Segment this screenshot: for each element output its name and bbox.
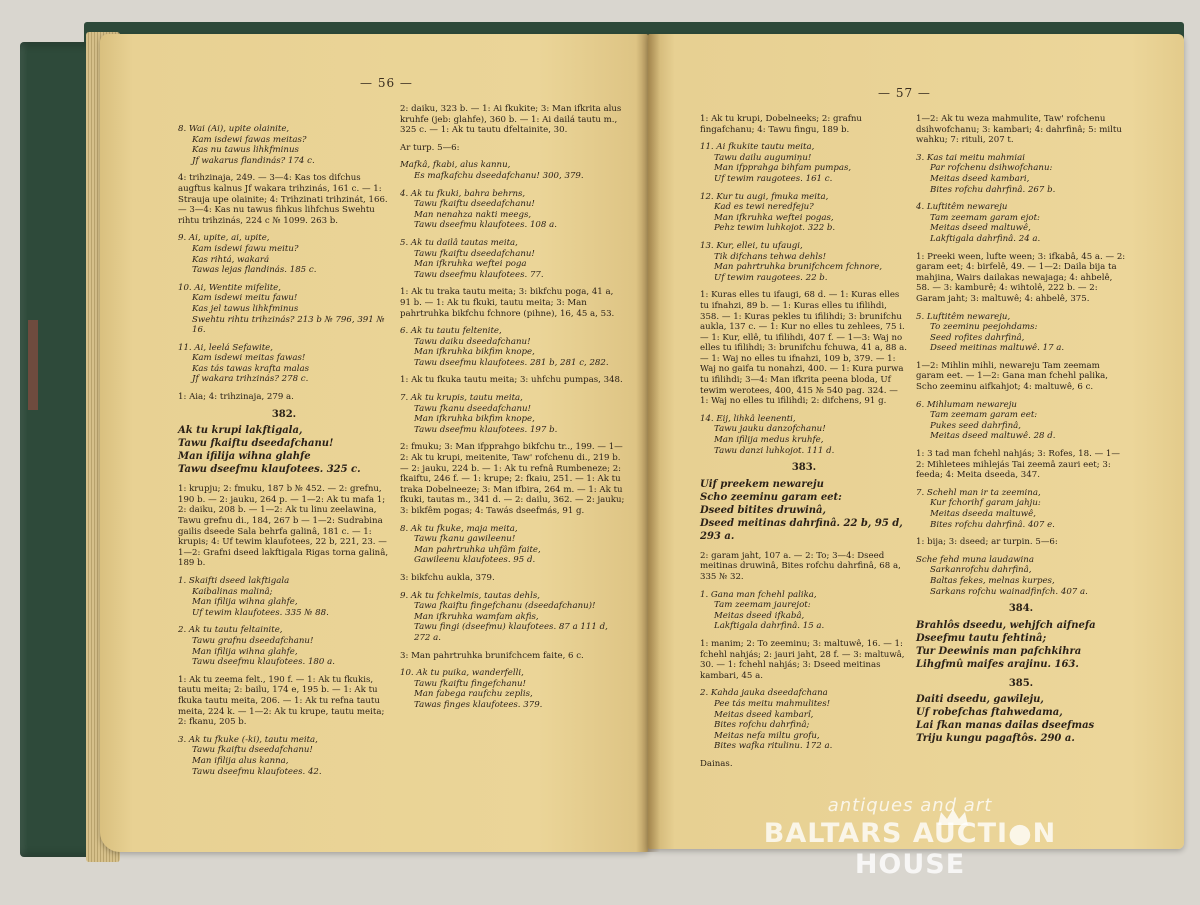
verse-line: 10. Ai, Wentite mifelite, <box>178 282 281 293</box>
verse-line: 3. Ak tu fkuke (-ki), tautu meita, <box>178 734 318 745</box>
verse-line: Tawu dseefmu klaufotees. 77. <box>414 269 544 280</box>
verse-line: Pee tás meitu mahmulites! <box>714 698 831 709</box>
verse-line: Kam isdewi meitu fawu! <box>192 293 298 304</box>
verse <box>916 153 1126 195</box>
verse-line: Tawa fkaiftu fingefchanu (dseedafchanu)! <box>414 601 596 612</box>
verse-line: 4. Luftitêm newareju <box>916 202 1008 213</box>
verse-line: Bites rofchu dahrfinâ. 407 e. <box>930 519 1055 530</box>
verse-line: Meitas dseed ifkabâ, <box>714 610 805 621</box>
verse-line: Dseed meitinas maltuwê. 17 a. <box>930 343 1065 354</box>
verse-line: Tawu grafnu dseedafchanu! <box>192 635 314 646</box>
verse <box>400 238 625 280</box>
verse-line: 1. Skaifti dseed lakftigala <box>178 576 290 586</box>
verse-line: Tawu fkaiftu dseedafchanu! <box>192 745 313 756</box>
verse-line: 11. Ai fkukite tautu meita, <box>700 142 815 153</box>
verse-line: Dseed bitites druwinâ, <box>700 504 826 516</box>
verse-line: Man fabega raufchu zeplis, <box>414 689 533 700</box>
verse-line: Kas nu tawus lihkfminus <box>192 145 299 156</box>
verse-line: Man ifkruhka weftei pogas, <box>714 212 834 223</box>
verse-line: Pukes seed dahrfinâ, <box>930 420 1021 431</box>
verse-line: Triju kungu pagaftôs. 290 a. <box>916 733 1075 745</box>
verse <box>916 400 1126 442</box>
verse-line: Meitas dseeda maltuwê, <box>930 509 1036 519</box>
verse-line: Ak tu krupi lakftigala, <box>178 425 303 437</box>
verse-line: Mafkâ, fkabi, alus kannu, <box>400 160 511 171</box>
right-page <box>648 34 1184 849</box>
verse-line: Uf tewim klaufotees. 335 № 88. <box>192 607 329 618</box>
verse-line: Tawu dseefmu klaufotees. 180 a. <box>192 657 335 668</box>
verse <box>400 393 625 435</box>
verse-line: 13. Kur, ellei, tu ufaugi, <box>700 240 803 251</box>
text-paragraph: 3: Man pahrtruhka brunifchcem faite, 6 c. <box>400 650 584 661</box>
verse-line: Es mafkafchu dseedafchanu! 300, 379. <box>414 170 584 181</box>
verse-line: Sche fehd muna laudawina <box>916 554 1034 565</box>
verse <box>700 142 908 184</box>
verse-line: 6. Ak tu tautu feltenite, <box>400 326 502 337</box>
text-paragraph: 1: manim; 2: To zeeminu; 3: maltuwê, 16. — 1: fchehl nahjás; 2: jauri jaht, 28 f. — 3: maltuwâ, 30. — 1: fchehl nahjás; 3: Dseed meitinas kambari, 45 a. <box>700 638 905 681</box>
text-paragraph: 2: daiku, 323 b. — 1: Ai fkukite; 3: Man ifkrita alus kruhfe (jeb: glahfe), 360 b. — 1: Ai dailá tautu m., 325 c. — 1: Ak tu tautu dfeltainite, 30. <box>400 104 622 136</box>
verse-line: Dseefmu tautu fehtinâ; <box>916 632 1047 644</box>
verse-line: Seed rofites dahrfinâ, <box>930 332 1025 343</box>
verse-line: 10. Ak tu puika, wanderfelli, <box>400 668 524 679</box>
verse-line: Daiti dseedu, gawileju, <box>916 694 1044 706</box>
verse-line: Tawu fkaiftu dseedafchanu! <box>414 199 535 210</box>
verse <box>400 326 625 368</box>
verse-line: 2. Ak tu tautu feltainite, <box>178 625 283 636</box>
text-paragraph: 1: Ak tu zeema felt., 190 f. — 1: Ak tu fkukis, tautu meita; 2: bailu, 174 e, 195 b. — 1: Ak tu fkuka tautu meita, 206. — 1: Ak tu refna tautu meita, 224 k. — 1—2: Ak tu krupe, tautu meita; 2: fkanu, 205 b. <box>178 674 385 728</box>
text-paragraph: Dainas. <box>700 758 733 769</box>
left-page <box>100 34 648 852</box>
verse-line: 2. Kahda jauka dseedafchana <box>700 688 828 699</box>
verse-line: 5. Luftitêm newareju, <box>916 311 1011 322</box>
verse <box>400 591 625 644</box>
verse-line: Man ifilija alus kanna, <box>192 755 289 766</box>
verse <box>400 160 625 181</box>
verse-line: Pehz tewim luhkojot. 322 b. <box>714 223 836 234</box>
verse <box>916 312 1126 354</box>
verse <box>916 555 1126 597</box>
text-paragraph: 1: Aia; 4: trihzinaja, 279 a. <box>178 392 294 403</box>
verse-line: Baltas fekes, melnas kurpes, <box>930 575 1055 586</box>
verse-line: Lihgfmû maifes arajinu. 163. <box>916 658 1079 670</box>
right-column-1 <box>700 114 908 777</box>
page-number-right: — 57 — <box>878 86 931 100</box>
verse-line: Par rofchenu dsihwofchanu: <box>930 163 1053 174</box>
verse-line: Tawu dseefmu klaufotees. 325 c. <box>178 464 361 476</box>
verse-line: Tawu fingi (dseefmu) klaufotees. 87 a 111 d, 272 a. <box>414 622 608 643</box>
verse-line: Uif preekem newareju <box>700 478 824 490</box>
verse <box>916 202 1126 244</box>
song-number-heading: 383. <box>791 462 817 474</box>
verse-line: Bites rofchu dahrfinâ. 267 b. <box>930 184 1056 195</box>
verse-line: Kur fchorihf garam jahju: <box>930 498 1041 509</box>
verse-line: Man ifilija wihna glahfe, <box>192 597 298 608</box>
right-column-2 <box>916 114 1126 753</box>
verse-line: Tam zeemam jaurejot: <box>714 600 811 611</box>
verse-line: Tawu dailu augumiņu! <box>714 152 812 163</box>
verse <box>700 590 908 632</box>
verse-line: Sarkans rofchu wainadfinfch. 407 a. <box>930 586 1088 597</box>
verse <box>178 576 390 618</box>
verse-line: Lakftigala dahrfinâ. 15 a. <box>714 621 825 632</box>
verse-line: Bites wafka ritulinu. 172 a. <box>714 741 833 752</box>
main-verse <box>916 693 1126 745</box>
verse-line: Dseed meitinas dahrfinâ. 22 b, 95 d, 293 a. <box>700 517 903 542</box>
text-paragraph: 1: Kuras elles tu ifaugi, 68 d. — 1: Kuras elles tu ifnahzi, 89 b. — 1: Kuras elles tu ifilihdi, 358. — 1: Kuras pekles tu ifilihdi; 3: brunifchu aukla, 137 c. — 1: Kur no elles tu zehlees, 75 i. — 1: Kur, ellê, tu ifilihdi, 407 f. — 1—3: Waj no elles tu ifilihdi; 3: brunifchu fchuwa, 41 a, 88 a. — 1: Waj no elles tu ifnahzi, 109 b, 379. — 1: Waj no gaifa tu nonahzi, 400. — 1: Kura purwa tu ifilihdi; 3—4: Man ifkrita peena bloda, Uf tewim werotees, 400, 415 № 540 pag. 324. — 1: Waj no elles tu ifilihdi; 2: difchens, 91 g. <box>700 290 908 407</box>
verse-line: Tawu dseefmu klaufotees. 42. <box>192 766 322 777</box>
verse <box>700 241 908 283</box>
verse <box>400 668 625 710</box>
text-paragraph: 4: trihzinaja, 249. — 3—4: Kas tos difchus augftus kalnus Jf wakara trihzinás, 161 c. — 1: Strauja upe olainite; 4: Trihzinati trihzinát, 166. — 3—4: Kas nu tawus fihkus lihfchus Swehtu rihtu trihzinás, 224 c № 1099. 263 b. <box>178 173 388 226</box>
verse-line: 7. Ak tu krupis, tautu meita, <box>400 393 523 404</box>
verse-line: 3. Kas tai meitu mahmiai <box>916 152 1025 163</box>
verse-line: Tam zeemam garam ejot: <box>930 212 1040 223</box>
verse-line: 11. Ai, leelá Sefawite, <box>178 342 273 353</box>
verse-line: Tawu daiku dseedafchanu! <box>414 336 531 347</box>
verse-line: Tam zeemam garam eet: <box>930 410 1038 421</box>
verse <box>178 343 390 385</box>
text-paragraph: 2: garam jaht, 107 a. — 2: To; 3—4: Dseed meitinas druwinâ, Bites rofchu dahrfinâ, 68 a, 335 № 32. <box>700 550 901 582</box>
verse-line: Tawas lejas flandinás. 185 c. <box>192 265 317 276</box>
verse-line: Uf tewim raugotees. 22 b. <box>714 272 828 283</box>
verse-line: Kas tás tawas krafta malas <box>192 363 310 374</box>
verse-line: Tur Deewinis man pafchkihra <box>916 645 1082 657</box>
verse-line: Tik difchans tehwa dehls! <box>714 251 827 262</box>
verse-line: Uf tewim raugotees. 161 c. <box>714 173 833 184</box>
text-paragraph: 1: Ak tu krupi, Dobelneeks; 2: grafnu fingafchanu; 4: Tawu fingu, 189 b. <box>700 114 862 135</box>
verse-line: 9. Ak tu fchkelmis, tautas dehls, <box>400 590 540 601</box>
verse-line: Man ifpprahga bihfam pumpas, <box>714 163 852 174</box>
verse-line: Man ifkruhka wamfam akfis, <box>414 611 539 622</box>
text-paragraph: 1: Preeki ween, lufte ween; 3: ifkabâ, 45 a. — 2: garam eet; 4: birfelê, 49. — 1—2: Daila bija ta mahjina, Wairs dailakas newajaga; 4: ahbelê, 58. — 3: kamburê; 4: wihtolê, 222 b. — 2: Garam jaht; 3: maltuwê; 4: ahbelê, 375. <box>916 251 1126 304</box>
verse-line: Tawu fkaiftu dseedafchanu! <box>414 248 535 259</box>
verse-line: Uf robefchas ftahwedama, <box>916 707 1063 719</box>
verse-line: Kam isdewi fawas meitas? <box>192 134 307 145</box>
verse-line: Jf wakara trihzinás? 278 c. <box>192 374 309 385</box>
verse-line: Tawu fkaiftu fingefchanu! <box>414 678 526 689</box>
verse-line: 14. Eij, lihkâ leenenti, <box>700 413 796 424</box>
book-gutter <box>636 34 660 852</box>
text-paragraph: 1: Ak tu traka tautu meita; 3: bikfchu poga, 41 a, 91 b. — 1: Ak tu fkuki, tautu meita; 3: Man pahrtruhka bikfchu fchnore (pihne), 16, 45 a, 53. <box>400 287 615 319</box>
text-paragraph: Ar turp. 5—6: <box>400 142 460 153</box>
verse-line: Tawas finges klaufotees. 379. <box>414 699 543 710</box>
verse <box>178 283 390 336</box>
verse-line: 7. Schehl man ir ta zeemina, <box>916 487 1041 498</box>
verse-line: To zeeminu peejohdams: <box>930 322 1038 333</box>
verse-line: Lakftigala dahrfinâ. 24 a. <box>930 233 1041 244</box>
verse <box>178 735 390 777</box>
verse-line: Tawu fkanu dseedafchanu! <box>414 403 532 414</box>
verse-line: 8. Ak tu fkuke, maja meita, <box>400 523 518 534</box>
verse-line: Meitas nefa miltu grofu, <box>714 730 820 741</box>
verse-line: Meitas dseed kambarî, <box>714 709 814 720</box>
verse-line: Meitas dseed maltuwê. 28 d. <box>930 431 1056 442</box>
text-paragraph: 2: fmuku; 3: Man ifpprahgo bikfchu tr.., 199. — 1—2: Ak tu krupi, meitenite, Taw' rofchenu di., 219 b. — 2: jauku, 224 b. — 1: Ak tu refnâ Rumbeneze; 2: fkaiftu, 246 f. — 1: krupe; 2: fkaiu, 251. — 1: Ak tu traka Dobelneeze; 3: Man ifbira, 264 m. — 1: Ak tu fkuki, tautas m., 341 d. — 2: dailu, 362. — 2: jauku; 3: bikfêm pogas; 4: Tawás dseefmás, 91 g. <box>400 442 625 516</box>
verse-line: Man ifilija medus kruhfe, <box>714 435 824 446</box>
verse <box>400 189 625 231</box>
song-number-heading: 382. <box>271 408 297 420</box>
page-number-left: — 56 — <box>360 76 413 90</box>
text-paragraph: 1: krupju; 2: fmuku, 187 b № 452. — 2: grefnu, 190 b. — 2: jauku, 264 p. — 1—2: Ak tu mafa 1; 2: daiku, 208 b. — 1—2: Ak tu linu zeelawina, Tawu grefnu di., 184, 267 b — 1—2: Sudrabina gailis dseede Sala behrfa galinâ, 181 c. — 1: krupis; 4: Uf tewim klaufotees, 22 b, 221, 23. — 1—2: Grafni dseed lakftigala Rigas torna galinâ, 189 b. <box>178 484 389 569</box>
verse-line: Tawu dseefmu klaufotees. 197 b. <box>414 424 558 435</box>
verse-line: Kad es tewi neredfeju? <box>714 202 814 213</box>
verse-line: Tawu jauku danzofchanu! <box>714 424 826 435</box>
verse-line: Bites rofchu dahrfinâ; <box>714 720 810 731</box>
verse-line: Man pahrtruhka uhfâm faite, <box>414 544 541 555</box>
text-paragraph: 1: 3 tad man fchehl nahjás; 3: Rofes, 18. — 1—2: Mihletees mihlejás Tai zeemâ zauri eet; 3: feeda; 4: Meita dseeda, 347. <box>916 449 1120 481</box>
text-paragraph: 1—2: Mihlin mihli, newareju Tam zeemam garam eet. — 1—2: Gana man fchehl palika, Scho zeeminu aifkahjot; 4: maltuwê, 6 c. <box>916 360 1109 393</box>
verse-line: 4. Ak tu fkuki, bahra behrns, <box>400 188 526 199</box>
verse <box>178 124 390 166</box>
verse-line: Tawu dseefmu klaufotees. 108 a. <box>414 220 557 231</box>
text-paragraph: 3: bikfchu aukla, 379. <box>400 572 495 583</box>
verse-line: Meitas dseed kambari, <box>930 173 1030 184</box>
verse-line: Man pahrtruhka brunifchcem fchnore, <box>714 262 883 273</box>
main-verse <box>700 478 908 543</box>
song-number-heading: 384. <box>1008 603 1034 615</box>
verse <box>700 192 908 234</box>
verse-line: Man ifilija wihna glahfe <box>178 451 311 463</box>
verse-line: 1. Gana man fchehl palika, <box>700 589 817 600</box>
verse-line: Man ifkruhka bikfim knope, <box>414 414 535 425</box>
verse-line: 5. Ak tu dailâ tautas meita, <box>400 237 518 248</box>
verse <box>178 625 390 667</box>
text-paragraph: 1: bija; 3: dseed; ar turpin. 5—6: <box>916 537 1058 548</box>
verse <box>916 488 1126 530</box>
verse-line: 6. Mihlumam newareju <box>916 399 1017 410</box>
left-column-1 <box>178 124 390 784</box>
verse-line: 9. Ai, upite, ai, upite, <box>178 233 270 244</box>
verse-line: Brahlôs dseedu, wehjfch aifnefa <box>916 619 1096 631</box>
main-verse <box>178 424 390 476</box>
verse-line: Swehtu rihtu trihzinás? 213 b № 796, 391 № 16. <box>192 314 385 336</box>
song-number-heading: 385. <box>1008 677 1034 689</box>
verse-line: Man ifkruhka weftei poga <box>414 259 527 270</box>
verse-line: Kaibalinas malinâ; <box>192 586 273 597</box>
verse <box>700 688 908 752</box>
spine-label <box>28 320 38 410</box>
verse <box>700 414 908 456</box>
verse-line: Gawileenu klaufotees. 95 d. <box>414 555 536 566</box>
verse-line: 8. Wai (Ai), upite olainite, <box>178 124 290 134</box>
verse-line: Scho zeeminu garam eet: <box>700 491 842 503</box>
verse <box>400 524 625 566</box>
verse-line: Tawu fkanu gawileenu! <box>414 534 516 545</box>
verse-line: Meitas dseed maltuwê, <box>930 223 1031 234</box>
verse-line: Kas jel tawus lihkfminus <box>192 303 299 314</box>
verse-line: Man nenahza nakti meegs, <box>414 209 532 220</box>
watermark-tagline: antiques and art <box>827 795 993 816</box>
verse-line: Man ifkruhka bikfim knope, <box>414 347 535 358</box>
text-paragraph: 1—2: Ak tu weza mahmulite, Taw' rofchenu dsihwofchanu; 3: kambari; 4: dahrfinâ; 5: miltu wahku; 7: rituli, 207 t. <box>916 114 1122 146</box>
watermark-brand: BALTARS AUCTI●N HOUSE <box>763 818 1057 880</box>
text-paragraph: 1: Ak tu fkuka tautu meita; 3: uhfchu pumpas, 348. <box>400 375 623 386</box>
verse-line: Man ifilija wihna glahfe, <box>192 646 298 657</box>
left-column-2 <box>400 104 625 718</box>
verse <box>178 233 390 275</box>
verse-line: Sarkanrofchu dahrfinâ, <box>930 565 1032 576</box>
verse-line: Kas rihtá, wakará <box>192 254 270 265</box>
verse-line: Tawu fkaiftu dseedafchanu! <box>178 438 334 450</box>
watermark <box>705 795 1115 880</box>
verse-line: Kam isdewi fawu meitu? <box>192 243 299 254</box>
verse-line: 12. Kur tu augi, fmuka meita, <box>700 191 829 202</box>
verse-line: Kam isdewi meitas fawas! <box>192 353 306 364</box>
verse-line: Jf wakarus flandinás? 174 c. <box>192 155 315 166</box>
verse-line: Tawu danzi luhkojot. 111 d. <box>714 445 835 456</box>
main-verse <box>916 619 1126 671</box>
verse-line: Lai fkan manas dailas dseefmas <box>916 720 1095 732</box>
verse-line: Tawu dseefmu klaufotees. 281 b, 281 c, 282. <box>414 357 609 368</box>
